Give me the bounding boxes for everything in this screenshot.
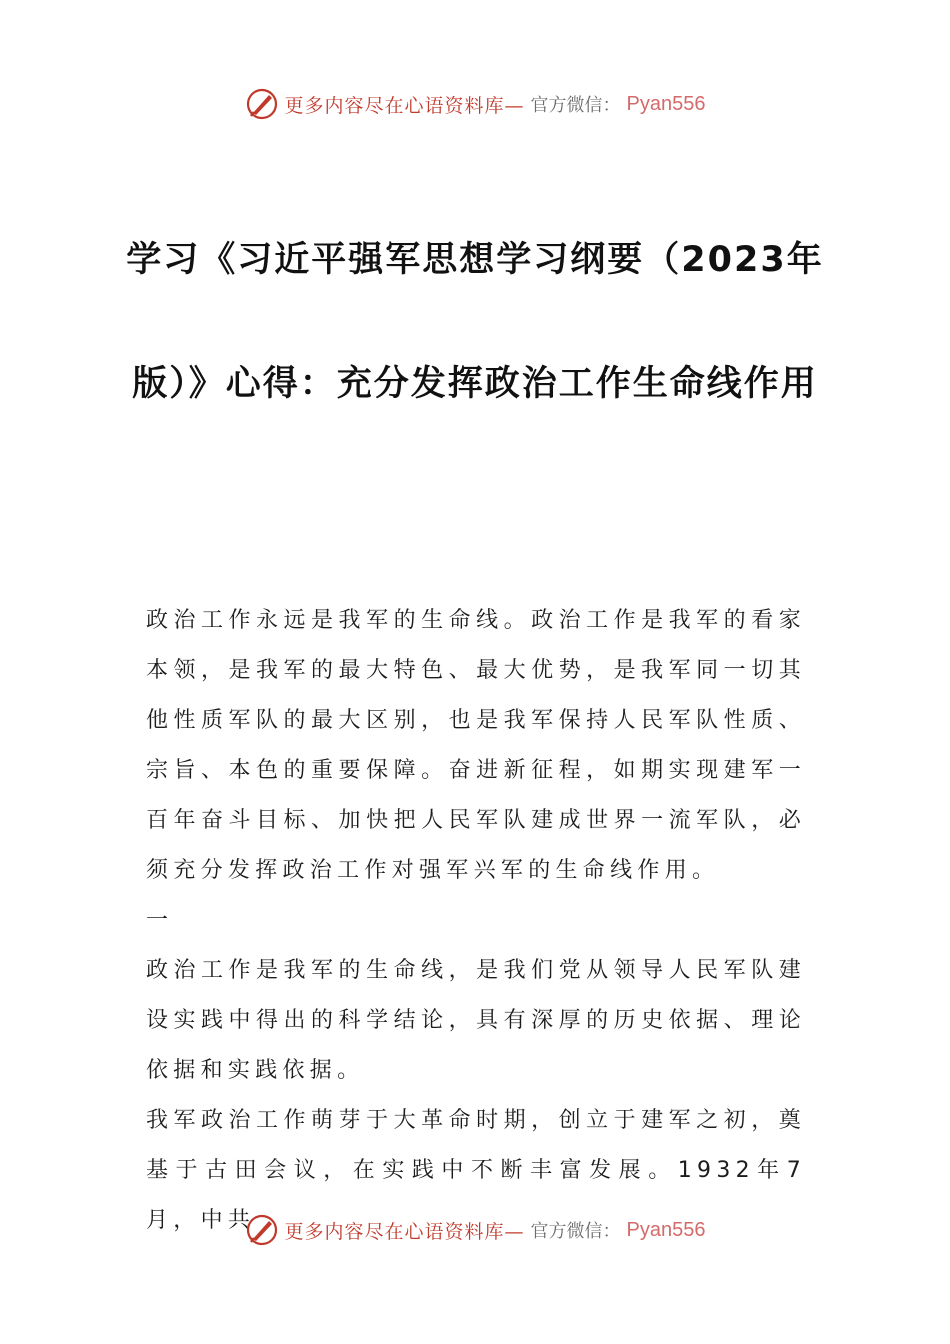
watermark-wechat-label: 官方微信： xyxy=(530,1221,621,1242)
watermark-wechat-id: Pyan556 xyxy=(626,1218,706,1241)
watermark-wechat-id: Pyan556 xyxy=(626,92,706,115)
article-body xyxy=(146,596,806,1246)
paragraph: 政治工作永远是我军的生命线。政治工作是我军的看家本领，是我军的最大特色、最大优势，是我军同一切其他性质军队的最大区别，也是我军保持人民军队性质、宗旨、本色的重要保障。奋进新征程，如期实现建军一百年奋斗目标、加快把人民军队建成世界一流军队，必须充分发挥政治工作对强军兴军的生命线作用。 xyxy=(146,608,806,883)
paragraph: 我军政治工作萌芽于大革命时期，创立于建军之初，奠基于古田会议，在实践中不断丰富发展。1932年7月，中共 xyxy=(146,1108,806,1233)
watermark-wechat-label: 官方微信： xyxy=(530,95,621,116)
watermark-text: 更多内容尽在心语资料库— xyxy=(284,1220,525,1243)
quill-pen-logo-icon xyxy=(245,1213,279,1247)
section-number: 一 xyxy=(146,908,169,933)
article-title: 学习《习近平强军思想学习纲要（2023年版）》心得：充分发挥政治工作生命线作用 xyxy=(126,240,824,404)
paragraph: 政治工作是我军的生命线，是我们党从领导人民军队建设实践中得出的科学结论，具有深厚的历史依据、理论依据和实践依据。 xyxy=(146,958,806,1083)
watermark-text: 更多内容尽在心语资料库— xyxy=(284,94,525,117)
quill-pen-logo-icon xyxy=(245,87,279,121)
watermark-banner-top xyxy=(0,84,950,124)
watermark-banner-bottom xyxy=(0,1210,950,1250)
